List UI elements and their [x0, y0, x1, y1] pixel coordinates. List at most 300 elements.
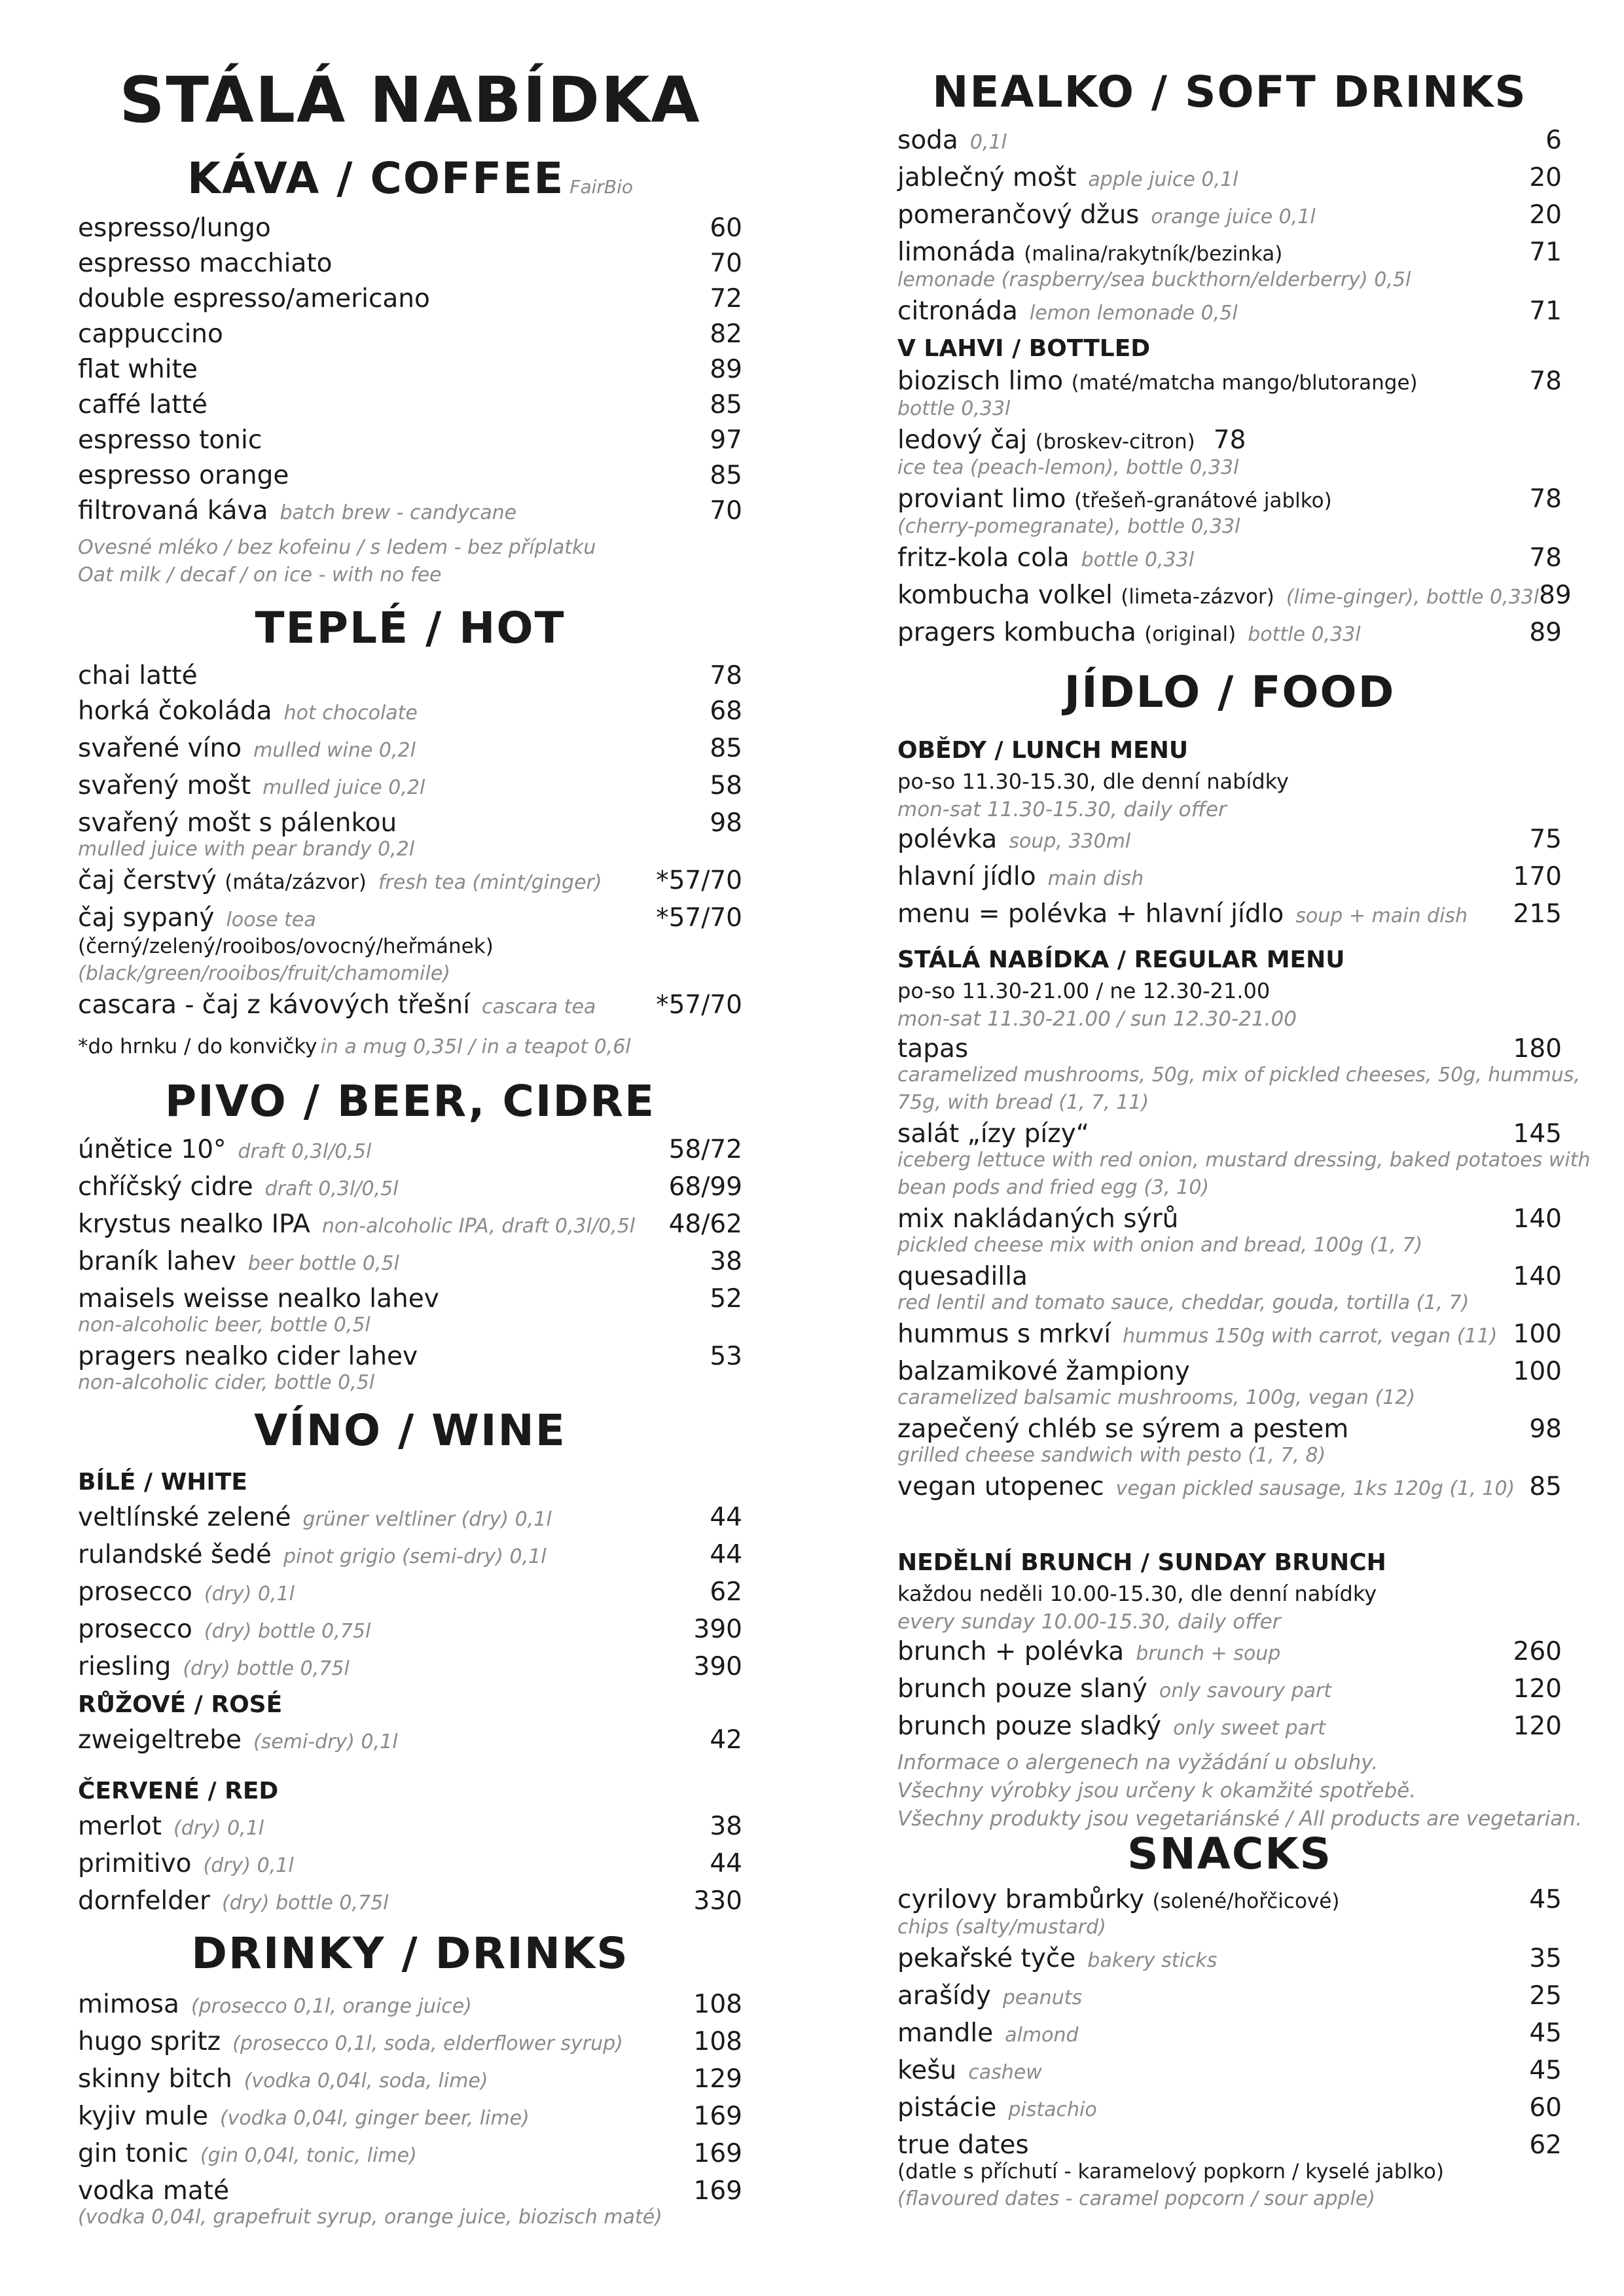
menu-item-name: čaj sypaný: [78, 903, 215, 933]
menu-item-title: [897, 897, 1468, 934]
menu-item-name: tapas: [897, 1034, 969, 1064]
menu-item-name: espresso orange: [78, 461, 289, 490]
menu-item-name: biozisch limo: [897, 367, 1064, 396]
menu-item-price: 82: [710, 319, 742, 349]
menu-item-price: 45: [1529, 2056, 1562, 2085]
menu-item-row: [897, 1979, 1562, 2016]
menu-item-title: [897, 2053, 1042, 2090]
menu-item-title: [897, 2016, 1079, 2053]
menu-item-name: cappuccino: [78, 319, 223, 349]
menu-item: [78, 1987, 742, 2024]
menu-item-note: (lime-ginger), bottle 0,33l: [1286, 586, 1540, 609]
menu-item-note: beer bottle 0,5l: [247, 1252, 399, 1275]
menu-item: [78, 317, 742, 352]
menu-item-name: double espresso/americano: [78, 284, 430, 314]
menu-item-name: riesling: [78, 1652, 171, 1681]
menu-item-row: [78, 423, 742, 458]
menu-item-title: [78, 1207, 635, 1244]
regular-info-en: mon-sat 11.30-21.00 / sun 12.30-21.00: [897, 1007, 1297, 1031]
menu-item-description: 75g, with bread (1, 7, 11): [897, 1091, 1149, 1114]
menu-item-row: [897, 1941, 1562, 1979]
menu-item-row: [78, 1575, 742, 1612]
menu-item-name: filtrovaná káva: [78, 496, 268, 526]
menu-item-row: [897, 897, 1562, 934]
menu-item-price: 98: [710, 808, 742, 838]
menu-item-title: [78, 2062, 488, 2099]
menu-item-price: *57/70: [656, 903, 742, 933]
menu-item-name: pragers nealko cider lahev: [78, 1342, 418, 1371]
lunch-list: [897, 822, 1562, 934]
menu-item-price: 71: [1529, 296, 1562, 326]
menu-item-title: [78, 387, 208, 423]
menu-item-price: 140: [1513, 1262, 1562, 1291]
menu-item-note: soup, 330ml: [1009, 830, 1131, 853]
menu-item-variants: (černý/zelený/rooibos/ovocný/heřmánek): [78, 935, 494, 958]
menu-item-row: [78, 2136, 742, 2174]
menu-item-name: flat white: [78, 355, 198, 384]
menu-item-note: (dry) 0,1l: [203, 1854, 294, 1877]
menu-item: [897, 615, 1562, 653]
menu-item-price: 52: [710, 1284, 742, 1314]
menu-item-note: 0,1l: [969, 131, 1007, 154]
menu-item-title: [78, 1500, 552, 1537]
menu-item-row: [897, 160, 1562, 198]
beer-list: [78, 1132, 742, 1397]
menu-item-price: 390: [693, 1652, 742, 1681]
menu-item-note: (vodka 0,04l, soda, lime): [244, 2070, 488, 2092]
hot-footnote: [78, 1033, 742, 1061]
menu-item-variants: (solené/hořčicové): [1152, 1890, 1340, 1913]
allergen-note-1: Informace o alergenech na vyžádání u obsluhy.: [897, 1751, 1379, 1774]
menu-item-variants: (máta/zázvor): [225, 870, 367, 894]
menu-item: [897, 1031, 1580, 1117]
menu-item-name: hlavní jídlo: [897, 862, 1036, 891]
menu-item-price: 38: [710, 1812, 742, 1841]
menu-item-title: [78, 211, 271, 246]
hot-list: [78, 658, 742, 1025]
menu-item-title: [78, 493, 516, 531]
menu-item-title: [78, 246, 333, 281]
lunch-info-en: mon-sat 11.30-15.30, daily offer: [897, 798, 1227, 821]
menu-item-price: 45: [1529, 1885, 1562, 1914]
menu-item-title: [78, 2136, 417, 2174]
hot-heading: TEPLÉ / HOT: [255, 603, 566, 653]
menu-item: [897, 859, 1562, 897]
menu-item-price: 120: [1513, 1674, 1562, 1704]
menu-item-note: grüner veltliner (dry) 0,1l: [302, 1508, 552, 1531]
menu-item-row: [897, 615, 1562, 653]
lunch-block: [897, 734, 1562, 824]
menu-item-row: [78, 1884, 742, 1921]
menu-item: [78, 1612, 742, 1649]
menu-item-name: soda: [897, 126, 958, 155]
menu-item-name: cyrilovy brambůrky: [897, 1885, 1145, 1914]
menu-item-name: pragers kombucha: [897, 618, 1136, 647]
menu-item-price: 120: [1513, 1712, 1562, 1741]
wine-white-label: BÍLÉ / WHITE: [78, 1469, 247, 1496]
menu-item-description: (black/green/rooibos/fruit/chamomile): [78, 962, 451, 985]
menu-item-name: ledový čaj: [897, 425, 1028, 455]
menu-item-row: [78, 2024, 742, 2062]
menu-item: [897, 822, 1562, 859]
menu-item-note: main dish: [1047, 867, 1144, 890]
menu-item-note: draft 0,3l/0,5l: [238, 1140, 372, 1163]
menu-item-variants: (maté/matcha mango/blutorange): [1071, 371, 1418, 395]
menu-item-row: [78, 1809, 742, 1846]
menu-item-name: brunch pouze sladký: [897, 1712, 1162, 1741]
menu-item-price: 38: [710, 1247, 742, 1276]
menu-item: [897, 1941, 1562, 1979]
menu-item-price: 78: [1529, 367, 1562, 396]
menu-item: [897, 2128, 1562, 2213]
menu-item-row: [78, 1170, 742, 1207]
menu-item-name: gin tonic: [78, 2139, 189, 2168]
menu-item-row: [78, 281, 742, 317]
menu-item: [78, 806, 742, 863]
menu-item-description: non-alcoholic beer, bottle 0,5l: [78, 1314, 370, 1336]
menu-item-price: 85: [710, 461, 742, 490]
menu-item-name: mimosa: [78, 1990, 179, 2019]
menu-item-price: 48/62: [668, 1210, 742, 1239]
menu-item: [897, 1412, 1562, 1469]
menu-item: [897, 364, 1562, 423]
menu-item-title: [78, 317, 223, 352]
coffee-footnote-cz: Ovesné mléko / bez kofeinu / s ledem - bez příplatku: [78, 536, 596, 559]
menu-item-price: 215: [1513, 899, 1562, 929]
menu-item-name: braník lahev: [78, 1247, 236, 1276]
menu-item-title: [897, 123, 1007, 160]
menu-item-name: svařený mošt s pálenkou: [78, 808, 397, 838]
menu-item-name: salát „ízy pízy“: [897, 1119, 1089, 1149]
menu-item-variants: (broskev-citron): [1035, 430, 1195, 454]
menu-item-note: (vodka 0,04l, ginger beer, lime): [219, 2107, 530, 2130]
menu-item-price: 89: [710, 355, 742, 384]
menu-item-price: 85: [1529, 1472, 1562, 1501]
menu-item-price: 70: [710, 496, 742, 526]
menu-item-price: 169: [693, 2102, 742, 2131]
menu-item-title: [78, 1132, 371, 1170]
menu-item-note: fresh tea (mint/ginger): [378, 871, 602, 894]
menu-item-note: (prosecco 0,1l, soda, elderflower syrup): [232, 2032, 623, 2055]
menu-item: [78, 2062, 742, 2099]
menu-item: [897, 1634, 1562, 1672]
menu-item-name: primitivo: [78, 1849, 192, 1878]
menu-item-row: [78, 1244, 742, 1282]
menu-item-note: hot chocolate: [283, 702, 418, 725]
coffee-footnote: [78, 534, 742, 589]
menu-item-description: ice tea (peach-lemon), bottle 0,33l: [897, 456, 1239, 479]
brunch-heading: NEDĚLNÍ BRUNCH / SUNDAY BRUNCH: [897, 1549, 1386, 1576]
menu-item-price: 20: [1529, 200, 1562, 230]
menu-item-title: [78, 768, 425, 806]
hot-footnote-a: *do hrnku / do konvičky: [78, 1035, 317, 1058]
menu-item-price: 140: [1513, 1204, 1562, 1234]
menu-item-price: 89: [1529, 618, 1562, 647]
menu-item-price: 62: [1529, 2130, 1562, 2160]
wine-red-label: ČERVENÉ / RED: [78, 1778, 279, 1804]
menu-item-name: rulandské šedé: [78, 1540, 272, 1570]
menu-item-price: 78: [1529, 484, 1562, 514]
menu-item-name: dornfelder: [78, 1886, 211, 1916]
menu-item-row: [78, 1987, 742, 2024]
menu-item-note: bottle 0,33l: [1081, 548, 1195, 571]
menu-item-name: citronáda: [897, 296, 1018, 326]
menu-item-name: brunch + polévka: [897, 1637, 1125, 1666]
regular-info: po-so 11.30-21.00 / ne 12.30-21.00: [897, 978, 1271, 1003]
menu-item-name: pistácie: [897, 2093, 997, 2123]
menu-item-title: [78, 423, 262, 458]
menu-item-title: [78, 1884, 389, 1921]
menu-item-title: [897, 198, 1316, 235]
menu-item-row: [897, 1469, 1562, 1507]
menu-item-row: [78, 731, 742, 768]
menu-item: [78, 1809, 742, 1846]
menu-item-title: [78, 458, 289, 493]
menu-item-price: 85: [710, 390, 742, 420]
menu-item: [897, 1259, 1562, 1317]
menu-item-price: 60: [710, 213, 742, 243]
menu-item-row: [78, 246, 742, 281]
menu-item-name: hummus s mrkví: [897, 1319, 1111, 1349]
menu-item-name: mandle: [897, 2018, 994, 2048]
menu-item-price: 45: [1529, 2018, 1562, 2048]
menu-item-note: pistachio: [1008, 2098, 1097, 2121]
menu-item-price: 53: [710, 1342, 742, 1371]
menu-item: [897, 1882, 1562, 1941]
menu-item-name: true dates: [897, 2130, 1029, 2160]
menu-item-note: peanuts: [1002, 1986, 1083, 2009]
menu-item-row: [78, 988, 742, 1025]
menu-item-price: 145: [1513, 1119, 1562, 1149]
menu-item-price: 25: [1529, 1981, 1562, 2011]
menu-item-price: 60: [1529, 2093, 1562, 2123]
menu-item-price: 71: [1529, 238, 1562, 267]
brunch-info-en: every sunday 10.00-15.30, daily offer: [897, 1610, 1281, 1634]
menu-item-name: svařené víno: [78, 734, 242, 763]
menu-item: [78, 1244, 742, 1282]
menu-item-price: 390: [693, 1615, 742, 1644]
menu-item-note: cascara tea: [482, 996, 596, 1018]
menu-item-row: [78, 387, 742, 423]
menu-item-description: pickled cheese mix with onion and bread, 100g (1, 7): [897, 1234, 1423, 1257]
coffee-footnote-en: Oat milk / decaf / on ice - with no fee: [78, 564, 442, 586]
menu-item-variants: (original): [1144, 622, 1236, 646]
menu-item-price: *57/70: [656, 990, 742, 1020]
menu-item-description: (flavoured dates - caramel popcorn / sour apple): [897, 2187, 1375, 2210]
menu-item-price: 44: [710, 1503, 742, 1532]
menu-item-name: skinny bitch: [78, 2064, 232, 2094]
menu-item-price: 169: [693, 2176, 742, 2206]
menu-item-name: quesadilla: [897, 1262, 1028, 1291]
menu-item-title: [78, 988, 596, 1025]
menu-item-price: 35: [1529, 1944, 1562, 1973]
menu-item-title: [897, 1317, 1497, 1354]
menu-item-description: bottle 0,33l: [897, 397, 1011, 420]
menu-item-note: mulled juice 0,2l: [262, 776, 425, 799]
menu-item-row: [78, 1723, 742, 1760]
menu-item: [897, 423, 1562, 482]
menu-item-note: bottle 0,33l: [1248, 623, 1361, 646]
menu-item-description: chips (salty/mustard): [897, 1916, 1106, 1939]
menu-item: [897, 1202, 1562, 1259]
menu-item-price: 68/99: [668, 1172, 742, 1202]
wine-white-heading: [78, 1466, 742, 1499]
menu-item: [897, 1709, 1562, 1746]
menu-item-note: hummus 150g with carrot, vegan (11): [1123, 1325, 1498, 1348]
bottled-label: V LAHVI / BOTTLED: [897, 335, 1151, 362]
menu-item-note: non-alcoholic IPA, draft 0,3l/0,5l: [321, 1215, 636, 1238]
snacks-list: [897, 1882, 1562, 2213]
menu-item-price: 330: [693, 1886, 742, 1916]
menu-item-row: [897, 294, 1562, 331]
menu-item-name: brunch pouze slaný: [897, 1674, 1147, 1704]
menu-item: [78, 1575, 742, 1612]
menu-item-name: kombucha volkel: [897, 581, 1113, 610]
menu-item-name: vegan utopenec: [897, 1472, 1104, 1501]
menu-item-price: 97: [710, 425, 742, 455]
menu-item: [78, 2136, 742, 2174]
menu-item-variants: (datle s příchutí - karamelový popkorn / kyselé jablko): [897, 2160, 1444, 2183]
menu-item: [897, 2016, 1562, 2053]
menu-item-price: *57/70: [656, 866, 742, 895]
snacks-heading: SNACKS: [1127, 1829, 1332, 1879]
menu-item: [78, 1846, 742, 1884]
menu-item-note: (dry) bottle 0,75l: [204, 1620, 371, 1643]
fairbio-badge: FairBio: [569, 176, 634, 198]
menu-item-row: [78, 768, 742, 806]
bottled-list: [897, 364, 1572, 653]
menu-item: [78, 493, 742, 531]
menu-item-title: [897, 1672, 1331, 1709]
menu-item-title: [78, 694, 418, 731]
menu-item-title: [78, 1987, 472, 2024]
menu-item-description: mulled juice with pear brandy 0,2l: [78, 838, 415, 861]
menu-item-price: 58: [710, 771, 742, 800]
menu-item-name: hugo spritz: [78, 2027, 221, 2056]
menu-item-note: almond: [1005, 2024, 1079, 2047]
menu-item-name: maisels weisse nealko lahev: [78, 1284, 439, 1314]
menu-item-price: 170: [1513, 862, 1562, 891]
menu-item-note: (gin 0,04l, tonic, lime): [200, 2144, 417, 2167]
menu-item-name: espresso tonic: [78, 425, 262, 455]
menu-item: [78, 211, 742, 246]
coffee-heading: [78, 153, 742, 204]
menu-item-title: [897, 160, 1238, 198]
soft-list: [897, 123, 1562, 331]
menu-item-name: pomerančový džus: [897, 200, 1140, 230]
brunch-block: [897, 1547, 1562, 1636]
soft-heading: NEALKO / SOFT DRINKS: [932, 67, 1527, 117]
menu-item-note: loose tea: [226, 908, 316, 931]
menu-item: [78, 988, 742, 1025]
menu-item: [78, 281, 742, 317]
menu-item-row: [78, 658, 742, 694]
menu-item-name: chai latté: [78, 661, 198, 691]
menu-item: [78, 246, 742, 281]
menu-item-description: (cherry-pomegranate), bottle 0,33l: [897, 515, 1240, 538]
menu-item-price: 58/72: [668, 1135, 742, 1164]
menu-item-note: soup + main dish: [1295, 905, 1468, 927]
wine-rose-list: [78, 1723, 742, 1760]
menu-item-note: brunch + soup: [1136, 1642, 1281, 1665]
menu-item-note: orange juice 0,1l: [1151, 206, 1316, 228]
menu-item-title: [78, 731, 416, 768]
menu-item-name: veltlínské zelené: [78, 1503, 291, 1532]
menu-item-name: jablečný mošt: [897, 163, 1077, 192]
menu-item-title: [897, 578, 1539, 615]
menu-item-price: 62: [710, 1577, 742, 1607]
menu-item: [78, 1884, 742, 1921]
wine-red-heading: [78, 1775, 742, 1808]
menu-item-name: únětice 10°: [78, 1135, 226, 1164]
menu-item-name: horká čokoláda: [78, 696, 272, 726]
menu-item-row: [78, 1132, 742, 1170]
coffee-list: [78, 211, 742, 531]
menu-item-note: lemon lemonade 0,5l: [1029, 302, 1238, 325]
menu-item: [897, 1979, 1562, 2016]
menu-item-name: prosecco: [78, 1615, 192, 1644]
menu-item-name: cascara - čaj z kávových třešní: [78, 990, 471, 1020]
menu-item: [78, 768, 742, 806]
menu-item-name: kešu: [897, 2056, 957, 2085]
menu-item-note: cashew: [968, 2061, 1042, 2084]
menu-item: [897, 897, 1562, 934]
menu-item-description: lemonade (raspberry/sea buckthorn/elderberry) 0,5l: [897, 268, 1411, 291]
wine-red-list: [78, 1809, 742, 1921]
menu-item-title: [897, 1634, 1280, 1672]
menu-item-note: bakery sticks: [1087, 1949, 1218, 1972]
menu-item: [897, 1469, 1562, 1507]
wine-rose-label: RŮŽOVÉ / ROSÉ: [78, 1691, 283, 1718]
menu-item-name: zweigeltrebe: [78, 1725, 242, 1755]
menu-item-name: čaj čerstvý: [78, 866, 217, 895]
menu-item-note: pinot grigio (semi-dry) 0,1l: [283, 1545, 547, 1568]
menu-item-title: [897, 541, 1194, 578]
menu-item-row: [897, 2053, 1562, 2090]
menu-item-name: proviant limo: [897, 484, 1066, 514]
beer-heading: PIVO / BEER, CIDRE: [164, 1076, 656, 1126]
menu-item-price: 100: [1513, 1319, 1562, 1349]
menu-item: [78, 1282, 742, 1339]
menu-item: [897, 294, 1562, 331]
menu-item-note: only savoury part: [1159, 1679, 1332, 1702]
menu-item-title: [78, 2024, 623, 2062]
menu-item: [897, 235, 1562, 294]
menu-item-description: grilled cheese sandwich with pesto (1, 7, 8): [897, 1444, 1326, 1467]
menu-item: [897, 160, 1562, 198]
menu-item-note: apple juice 0,1l: [1088, 168, 1238, 191]
menu-item-description: caramelized mushrooms, 50g, mix of pickled cheeses, 50g, hummus,: [897, 1064, 1580, 1086]
menu-item-title: [78, 1723, 398, 1760]
menu-item-price: 78: [1529, 543, 1562, 573]
menu-item: [897, 1672, 1562, 1709]
menu-item: [78, 658, 742, 694]
menu-item-title: [78, 352, 198, 387]
menu-item-title: [78, 863, 602, 901]
menu-item-price: 260: [1513, 1637, 1562, 1666]
menu-item-title: [897, 294, 1238, 331]
menu-item-note: vegan pickled sausage, 1ks 120g (1, 10): [1115, 1477, 1515, 1500]
menu-item: [78, 901, 742, 988]
menu-item-row: [78, 1207, 742, 1244]
menu-item-name: krystus nealko IPA: [78, 1210, 310, 1239]
menu-item-note: (dry) 0,1l: [173, 1817, 264, 1840]
menu-item-variants: (třešeň-granátové jablko): [1074, 489, 1332, 512]
menu-item-price: 72: [710, 284, 742, 314]
menu-item-name: zapečený chléb se sýrem a pestem: [897, 1414, 1349, 1444]
menu-item-description: bean pods and fried egg (3, 10): [897, 1176, 1210, 1199]
menu-item-name: arašídy: [897, 1981, 991, 2011]
